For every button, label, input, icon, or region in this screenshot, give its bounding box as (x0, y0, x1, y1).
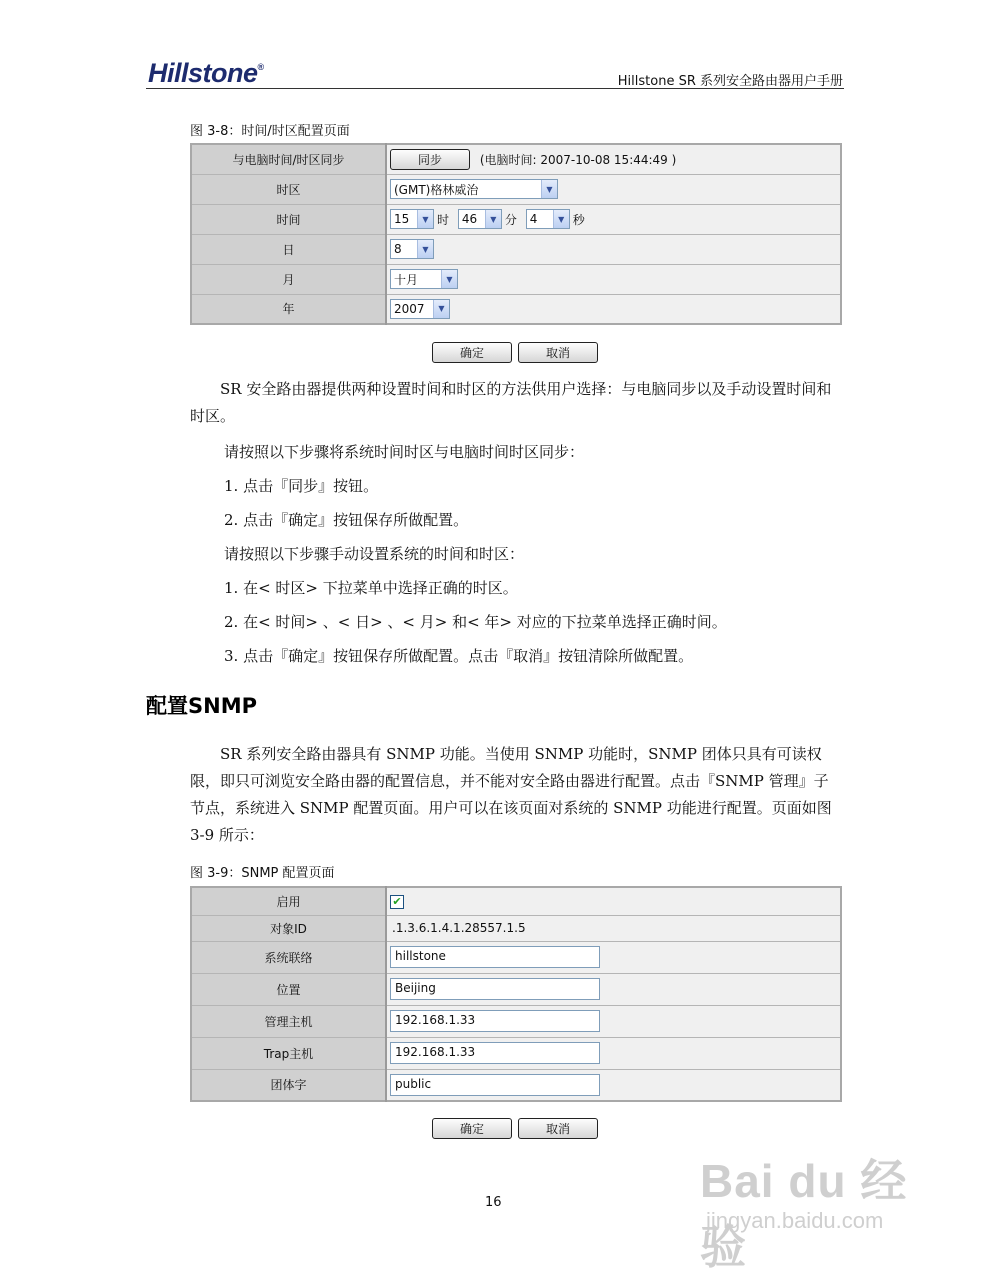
dropdown-arrow-icon: ▼ (441, 270, 457, 288)
hour-select[interactable] (390, 209, 434, 229)
minute-value: 46 (461, 212, 478, 226)
day-value: 8 (394, 242, 402, 256)
year-cell (386, 294, 841, 324)
second-unit: 秒 (572, 212, 585, 227)
year-select[interactable] (390, 299, 450, 319)
trap-label: Trap主机 (191, 1037, 386, 1069)
section-heading-snmp: 配置SNMP (146, 694, 257, 718)
checkmark-icon: ✔ (392, 895, 402, 908)
manual-step-1: 1. 在< 时区> 下拉菜单中选择正确的时区。 (224, 579, 518, 597)
contact-row (191, 941, 841, 973)
enable-row (191, 887, 841, 915)
manual-step-3: 3. 点击『确定』按钮保存所做配置。点击『取消』按钮清除所做配置。 (224, 647, 694, 665)
manager-host-input[interactable]: 192.168.1.33 (390, 1010, 600, 1032)
sync-row (191, 144, 841, 174)
header-divider (146, 88, 844, 89)
enable-checkbox[interactable] (390, 895, 404, 909)
timezone-label: 时区 (191, 174, 386, 204)
month-label: 月 (191, 264, 386, 294)
community-input[interactable]: public (390, 1074, 600, 1096)
day-row (191, 234, 841, 264)
baidu-watermark (700, 1140, 940, 1273)
manual-step-2: 2. 在< 时间> 、< 日> 、< 月> 和< 年> 对应的下拉菜单选择正确时间。 (224, 613, 727, 631)
sync-step-2: 2. 点击『确定』按钮保存所做配置。 (224, 511, 469, 529)
sync-button[interactable]: 同步 (390, 149, 470, 170)
hour-unit: 时 (437, 212, 450, 227)
contact-cell (386, 941, 841, 973)
figure-3-9-caption: 图 3-9：SNMP 配置页面 (190, 866, 335, 881)
year-value: 2007 (394, 301, 425, 316)
second-value: 4 (529, 212, 538, 226)
time-cancel-button[interactable]: 取消 (518, 342, 598, 363)
time-cell (386, 204, 841, 234)
trap-host-input[interactable]: 192.168.1.33 (390, 1042, 600, 1064)
watermark-main-text: Bai du 经验 (700, 1155, 908, 1273)
dropdown-arrow-icon: ▼ (541, 180, 557, 198)
manager-label: 管理主机 (191, 1005, 386, 1037)
dropdown-arrow-icon: ▼ (417, 240, 433, 258)
timezone-cell (386, 174, 841, 204)
time-label: 时间 (191, 204, 386, 234)
location-cell (386, 973, 841, 1005)
enable-cell (386, 887, 841, 915)
snmp-config-form (190, 886, 842, 1102)
oid-value: .1.3.6.1.4.1.28557.1.5 (392, 921, 526, 935)
community-cell (386, 1069, 841, 1101)
enable-label: 启用 (191, 887, 386, 915)
dropdown-arrow-icon: ▼ (485, 210, 501, 228)
dropdown-arrow-icon: ▼ (553, 210, 569, 228)
sync-label: 与电脑时间/时区同步 (191, 144, 386, 174)
month-select[interactable] (390, 269, 458, 289)
day-label: 日 (191, 234, 386, 264)
registered-mark: ® (257, 62, 264, 72)
sync-cell (386, 144, 841, 174)
hillstone-logo (148, 58, 264, 89)
dropdown-arrow-icon: ▼ (417, 210, 433, 228)
time-ok-button[interactable]: 确定 (432, 342, 512, 363)
logo-text: Hillstone (148, 58, 258, 88)
time-row (191, 204, 841, 234)
snmp-form-buttons (432, 1118, 598, 1139)
community-label: 团体字 (191, 1069, 386, 1101)
timezone-select[interactable] (390, 179, 558, 199)
sync-step-1: 1. 点击『同步』按钮。 (224, 477, 379, 495)
month-row (191, 264, 841, 294)
year-row (191, 294, 841, 324)
sync-intro: 请按照以下步骤将系统时间时区与电脑时间时区同步： (224, 443, 585, 461)
snmp-cancel-button[interactable]: 取消 (518, 1118, 598, 1139)
snmp-paragraph: SR 系列安全路由器具有 SNMP 功能。当使用 SNMP 功能时，SNMP 团体只具有可读权限，即只可浏览安全路由器的配置信息，并不能对安全路由器进行配置。点击『SNMP 管理』子节点，系统进入 SNMP 配置页面。用户可以在该页面对系统的 SNMP 功能进行配置。页面如图 3-9 所示： (190, 745, 832, 844)
manager-cell (386, 1005, 841, 1037)
contact-label: 系统联络 (191, 941, 386, 973)
pc-time-text: (电脑时间: 2007-10-08 15:44:49 ) (479, 152, 677, 167)
oid-row (191, 915, 841, 941)
location-input[interactable]: Beijing (390, 978, 600, 1000)
intro-paragraph: SR 安全路由器提供两种设置时间和时区的方法供用户选择：与电脑同步以及手动设置时间和时区。 (190, 380, 832, 425)
watermark-url-text: jingyan.baidu.com (706, 1208, 884, 1233)
manual-intro: 请按照以下步骤手动设置系统的时间和时区： (224, 545, 525, 563)
manager-row (191, 1005, 841, 1037)
figure-3-8-caption: 图 3-8：时间/时区配置页面 (190, 124, 350, 139)
time-config-form (190, 143, 842, 325)
oid-cell (386, 915, 841, 941)
trap-row (191, 1037, 841, 1069)
month-value: 十月 (394, 272, 419, 287)
timezone-value: (GMT)格林威治 (394, 182, 479, 197)
time-form-buttons (432, 342, 598, 363)
year-label: 年 (191, 294, 386, 324)
day-select[interactable] (390, 239, 434, 259)
trap-cell (386, 1037, 841, 1069)
dropdown-arrow-icon: ▼ (433, 300, 449, 318)
hour-value: 15 (394, 212, 410, 226)
second-select[interactable] (526, 209, 570, 229)
page-number: 16 (485, 1195, 502, 1210)
location-label: 位置 (191, 973, 386, 1005)
oid-label: 对象ID (191, 915, 386, 941)
location-row (191, 973, 841, 1005)
minute-select[interactable] (458, 209, 502, 229)
community-row (191, 1069, 841, 1101)
manual-title: Hillstone SR 系列安全路由器用户手册 (617, 74, 843, 89)
snmp-ok-button[interactable]: 确定 (432, 1118, 512, 1139)
month-cell (386, 264, 841, 294)
timezone-row (191, 174, 841, 204)
contact-input[interactable]: hillstone (390, 946, 600, 968)
day-cell (386, 234, 841, 264)
minute-unit: 分 (504, 212, 517, 227)
